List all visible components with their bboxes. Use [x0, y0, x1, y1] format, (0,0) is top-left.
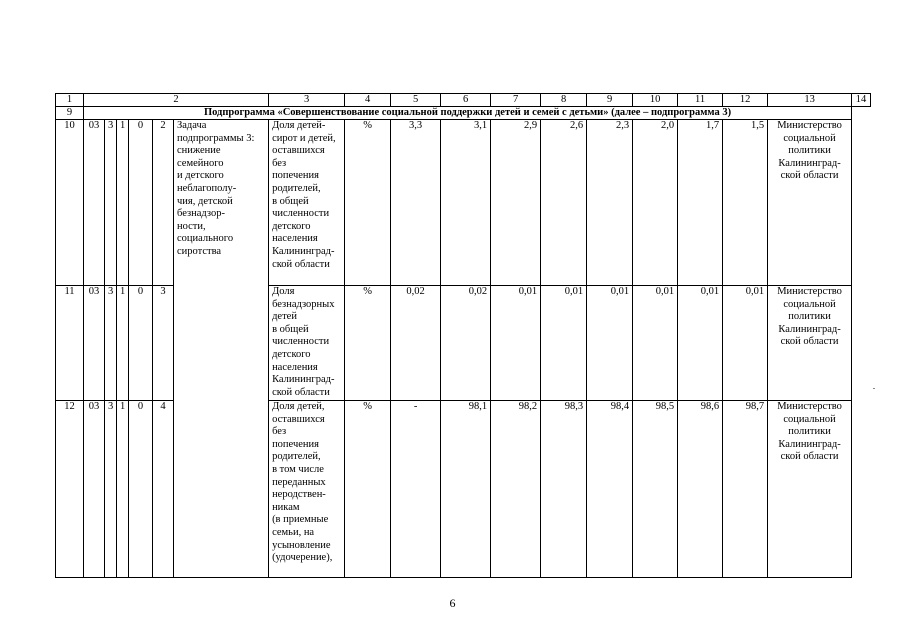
value-cell: 0,01	[491, 286, 541, 401]
unit-cell: %	[345, 401, 391, 578]
task-description	[174, 120, 269, 578]
code-cell: 2	[153, 120, 174, 286]
col-header: 13	[768, 94, 852, 107]
ministry-line: Министерство	[777, 401, 842, 412]
indicator-line: населения	[272, 233, 318, 245]
code-cell: 0	[129, 120, 153, 286]
value-cell: 98,6	[678, 401, 723, 578]
code-cell: 0	[129, 286, 153, 401]
code-cell: 3	[105, 120, 117, 286]
indicator-line: семьи, на	[272, 526, 315, 538]
indicator-line: (в приемные	[272, 514, 329, 526]
value-cell: 3,3	[391, 120, 441, 286]
scan-artifact	[873, 388, 875, 389]
subprogram-row	[56, 107, 871, 120]
indicator-line: Калининград-	[272, 245, 335, 257]
ministry-line: политики	[788, 145, 831, 157]
ministry-line: политики	[788, 311, 831, 323]
task-line: Задача	[177, 120, 207, 131]
task-line: неблагополу-	[177, 182, 237, 194]
indicator-name	[269, 120, 345, 286]
code-cell: 03	[84, 120, 105, 286]
value-cell: 2,3	[587, 120, 633, 286]
indicator-line: переданных	[272, 476, 326, 488]
value-cell: 1,7	[678, 120, 723, 286]
indicator-line: оставшихся	[272, 413, 325, 425]
task-line: подпрограммы 3:	[177, 132, 255, 144]
subprogram-title: Подпрограмма «Совершенствование социальной поддержки детей и семей с детьми» (далее – подпрограмма 3)	[84, 107, 852, 120]
task-line: безнадзор-	[177, 208, 225, 220]
task-line: и детского	[177, 170, 224, 182]
value-cell: 1,5	[723, 120, 768, 286]
indicator-line: численности	[272, 208, 330, 220]
value-cell: 0,01	[723, 286, 768, 401]
indicator-line: оставшихся	[272, 145, 325, 157]
indicator-line: в общей	[272, 323, 309, 335]
task-line: снижение	[177, 145, 221, 157]
col-header: 14	[852, 94, 871, 107]
col-header: 4	[345, 94, 391, 107]
row-number: 12	[56, 401, 84, 578]
indicator-line: ской области	[272, 386, 330, 398]
value-cell: 98,4	[587, 401, 633, 578]
value-cell: 98,5	[633, 401, 678, 578]
indicator-name	[269, 401, 345, 578]
value-cell: 98,2	[491, 401, 541, 578]
indicator-line: ской области	[272, 258, 330, 270]
task-line: чия, детской	[177, 195, 233, 207]
ministry-line: Калининград-	[778, 157, 841, 169]
value-cell: 98,7	[723, 401, 768, 578]
indicator-line: в общей	[272, 195, 309, 207]
indicator-line: родителей,	[272, 451, 321, 463]
code-cell: 1	[117, 401, 129, 578]
value-cell: 98,1	[441, 401, 491, 578]
value-cell: 2,6	[541, 120, 587, 286]
responsible-ministry	[768, 286, 852, 401]
indicator-line: родителей,	[272, 182, 321, 194]
indicator-line: численности	[272, 336, 330, 348]
indicator-line: безнадзорных	[272, 298, 335, 310]
code-cell: 3	[105, 401, 117, 578]
code-cell: 0	[129, 401, 153, 578]
responsible-ministry	[768, 120, 852, 286]
value-cell: 0,02	[391, 286, 441, 401]
ministry-line: социальной	[783, 132, 836, 144]
row-number: 10	[56, 120, 84, 286]
indicator-line: Доля	[272, 286, 295, 297]
responsible-ministry	[768, 401, 852, 578]
code-cell: 1	[117, 120, 129, 286]
value-cell: 0,02	[441, 286, 491, 401]
code-cell: 3	[153, 286, 174, 401]
col-header: 10	[633, 94, 678, 107]
col-header: 3	[269, 94, 345, 107]
indicator-line: попечения	[272, 170, 319, 182]
indicator-line: попечения	[272, 438, 319, 450]
col-header: 11	[678, 94, 723, 107]
value-cell: 2,0	[633, 120, 678, 286]
value-cell: 2,9	[491, 120, 541, 286]
ministry-line: социальной	[783, 298, 836, 310]
indicators-table	[55, 93, 871, 578]
unit-cell: %	[345, 286, 391, 401]
ministry-line: социальной	[783, 413, 836, 425]
indicator-line: сирот и детей,	[272, 132, 336, 144]
ministry-line: ской области	[780, 451, 839, 463]
value-cell: 3,1	[441, 120, 491, 286]
ministry-line: Калининград-	[778, 438, 841, 450]
indicator-line: усыновление	[272, 539, 331, 551]
indicator-line: без	[272, 426, 287, 438]
indicator-line: Доля детей-	[272, 120, 326, 131]
task-line: семейного	[177, 157, 224, 169]
ministry-line: Министерство	[777, 120, 842, 131]
column-number-row	[56, 94, 871, 107]
value-cell: -	[391, 401, 441, 578]
task-line: сиротства	[177, 245, 222, 257]
indicator-line: без	[272, 157, 287, 169]
indicator-line: в том числе	[272, 463, 324, 475]
col-header: 9	[587, 94, 633, 107]
ministry-line: Калининград-	[778, 323, 841, 335]
indicator-line: населения	[272, 361, 318, 373]
ministry-line: ской области	[780, 170, 839, 182]
code-cell: 4	[153, 401, 174, 578]
value-cell: 0,01	[541, 286, 587, 401]
code-cell: 03	[84, 286, 105, 401]
unit-cell: %	[345, 120, 391, 286]
task-line: ности,	[177, 220, 206, 232]
col-header: 1	[56, 94, 84, 107]
col-header: 2	[84, 94, 269, 107]
code-cell: 03	[84, 401, 105, 578]
col-header: 12	[723, 94, 768, 107]
value-cell: 0,01	[678, 286, 723, 401]
value-cell: 0,01	[587, 286, 633, 401]
subprogram-number: 9	[56, 107, 84, 120]
indicator-line: детского	[272, 348, 311, 360]
code-cell: 3	[105, 286, 117, 401]
indicator-line: Калининград-	[272, 374, 335, 386]
indicator-line: неродствен-	[272, 489, 326, 501]
col-header: 7	[491, 94, 541, 107]
value-cell: 0,01	[633, 286, 678, 401]
indicator-line: детей	[272, 311, 297, 323]
indicator-line: никам	[272, 501, 300, 513]
indicator-name	[269, 286, 345, 401]
indicator-line: детского	[272, 220, 311, 232]
code-cell: 1	[117, 286, 129, 401]
indicator-line: (удочерение),	[272, 552, 333, 564]
ministry-line: политики	[788, 426, 831, 438]
task-line: социального	[177, 233, 234, 245]
col-header: 5	[391, 94, 441, 107]
row-number: 11	[56, 286, 84, 401]
col-header: 6	[441, 94, 491, 107]
col-header: 8	[541, 94, 587, 107]
page-number: 6	[449, 596, 456, 610]
ministry-line: Министерство	[777, 286, 842, 297]
indicator-line: Доля детей,	[272, 401, 325, 412]
value-cell: 98,3	[541, 401, 587, 578]
table-row	[56, 120, 871, 286]
ministry-line: ской области	[780, 336, 839, 348]
